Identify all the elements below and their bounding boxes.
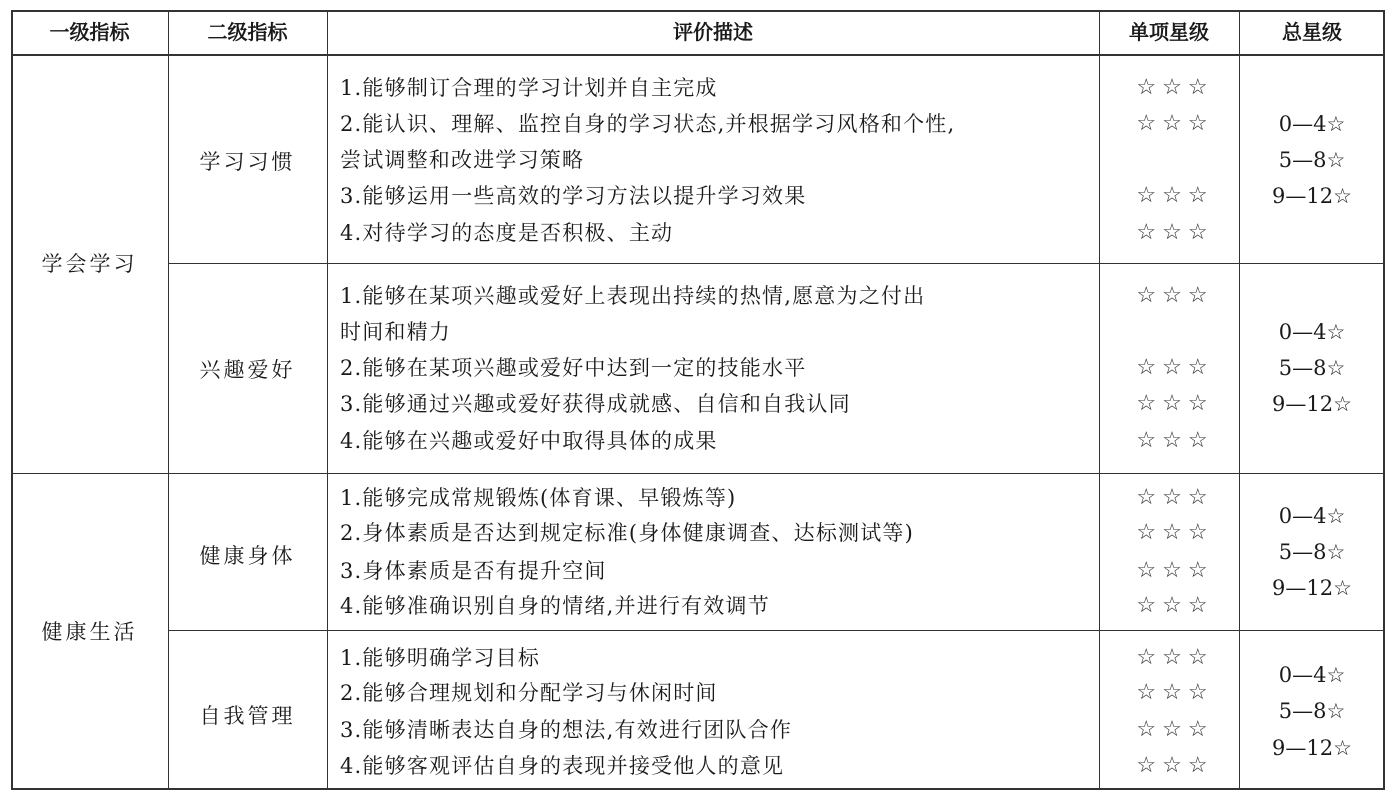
section-label: 健康生活 xyxy=(41,620,138,644)
total-range: 0—4☆ xyxy=(1278,112,1346,136)
evaluation-table xyxy=(11,10,1385,790)
group-label: 自我管理 xyxy=(199,704,296,728)
star-rating: ☆☆☆ xyxy=(1136,645,1214,670)
header-level1: 一级指标 xyxy=(49,20,130,44)
description-line: 1.能够在某项兴趣或爱好上表现出持续的热情,愿意为之付出 xyxy=(340,284,926,308)
star-rating: ☆☆☆ xyxy=(1136,355,1214,380)
group-label: 兴趣爱好 xyxy=(199,358,296,382)
col-rule-1 xyxy=(168,10,169,790)
description-line: 尝试调整和改进学习策略 xyxy=(340,148,585,172)
group-label: 健康身体 xyxy=(199,544,296,568)
star-rating: ☆☆☆ xyxy=(1136,428,1214,453)
description-line: 1.能够明确学习目标 xyxy=(340,646,541,670)
star-rating: ☆☆☆ xyxy=(1136,183,1214,208)
total-range: 9—12☆ xyxy=(1272,736,1352,760)
star-rating: ☆☆☆ xyxy=(1136,558,1214,583)
total-range: 9—12☆ xyxy=(1272,392,1352,416)
rule-header-bottom xyxy=(11,54,1385,56)
total-range: 5—8☆ xyxy=(1278,540,1346,564)
description-line: 2.身体素质是否达到规定标准(身体健康调查、达标测试等) xyxy=(340,521,915,545)
description-line: 4.能够客观评估自身的表现并接受他人的意见 xyxy=(340,754,785,778)
description-line: 3.能够清晰表达自身的想法,有效进行团队合作 xyxy=(340,718,793,742)
header-total-stars: 总星级 xyxy=(1282,20,1342,44)
total-range: 0—4☆ xyxy=(1278,663,1346,687)
star-rating: ☆☆☆ xyxy=(1136,485,1214,510)
header-description: 评价描述 xyxy=(673,20,753,44)
star-rating: ☆☆☆ xyxy=(1136,111,1214,136)
description-line: 2.能认识、理解、监控自身的学习状态,并根据学习风格和个性, xyxy=(340,112,956,136)
star-rating: ☆☆☆ xyxy=(1136,520,1214,545)
star-rating: ☆☆☆ xyxy=(1136,391,1214,416)
header-level2: 二级指标 xyxy=(207,20,288,44)
total-range: 0—4☆ xyxy=(1278,504,1346,528)
star-rating: ☆☆☆ xyxy=(1136,220,1214,245)
total-range: 5—8☆ xyxy=(1278,356,1346,380)
description-line: 4.能够在兴趣或爱好中取得具体的成果 xyxy=(340,429,718,453)
description-line: 3.身体素质是否有提升空间 xyxy=(340,559,607,583)
description-line: 时间和精力 xyxy=(340,320,451,344)
rule-group3-bottom xyxy=(168,630,1385,631)
description-line: 4.能够准确识别自身的情绪,并进行有效调节 xyxy=(340,594,770,618)
description-line: 1.能够制订合理的学习计划并自主完成 xyxy=(340,76,718,100)
total-range: 9—12☆ xyxy=(1272,184,1352,208)
description-line: 2.能够合理规划和分配学习与休闲时间 xyxy=(340,681,718,705)
total-range: 0—4☆ xyxy=(1278,320,1346,344)
group-label: 学习习惯 xyxy=(199,150,296,174)
col-rule-3 xyxy=(1099,10,1100,790)
star-rating: ☆☆☆ xyxy=(1136,680,1214,705)
col-rule-2 xyxy=(327,10,328,790)
section-label: 学会学习 xyxy=(41,252,138,276)
star-rating: ☆☆☆ xyxy=(1136,717,1214,742)
total-range: 5—8☆ xyxy=(1278,148,1346,172)
description-line: 3.能够通过兴趣或爱好获得成就感、自信和自我认同 xyxy=(340,392,851,416)
total-range: 5—8☆ xyxy=(1278,699,1346,723)
description-line: 2.能够在某项兴趣或爱好中达到一定的技能水平 xyxy=(340,356,807,380)
description-line: 3.能够运用一些高效的学习方法以提升学习效果 xyxy=(340,184,807,208)
star-rating: ☆☆☆ xyxy=(1136,753,1214,778)
total-range: 9—12☆ xyxy=(1272,576,1352,600)
rule-group1-bottom xyxy=(168,263,1385,264)
rule-section1-bottom xyxy=(11,473,1385,474)
header-item-stars: 单项星级 xyxy=(1129,20,1209,44)
col-rule-left xyxy=(11,10,13,790)
star-rating: ☆☆☆ xyxy=(1136,283,1214,308)
rule-bottom xyxy=(11,788,1385,790)
star-rating: ☆☆☆ xyxy=(1136,75,1214,100)
description-line: 1.能够完成常规锻炼(体育课、早锻炼等) xyxy=(340,486,737,510)
star-rating: ☆☆☆ xyxy=(1136,593,1214,618)
description-line: 4.对待学习的态度是否积极、主动 xyxy=(340,221,674,245)
